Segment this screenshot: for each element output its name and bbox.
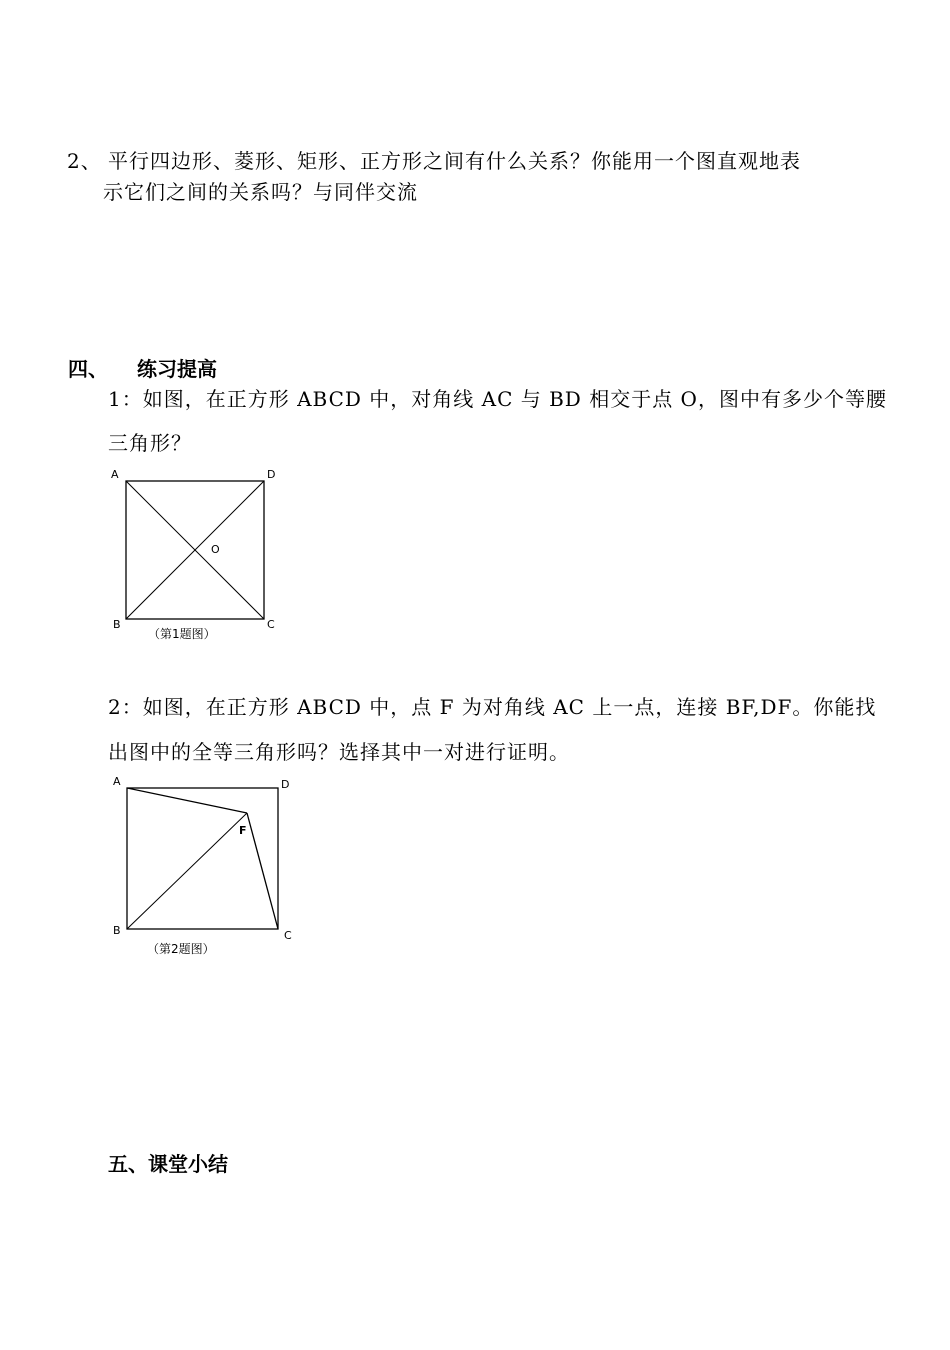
figure2-caption: （第2题图） <box>147 942 215 956</box>
figure1-label-d: D <box>267 468 276 481</box>
figure1-label-b: B <box>113 618 121 631</box>
figure1-caption: （第1题图） <box>148 627 216 641</box>
q2-text-line1: 平行四边形、菱形、矩形、正方形之间有什么关系？你能用一个图直观地表 <box>108 149 801 173</box>
section4-heading-title: 练习提高 <box>137 357 217 381</box>
figure1-label-o: O <box>211 543 220 556</box>
figure1-square-diagonals <box>100 460 290 650</box>
problem1-line1: 1：如图，在正方形 ABCD 中，对角线 AC 与 BD 相交于点 O，图中有多少个等腰 <box>108 387 887 411</box>
figure2-square-point-f <box>100 765 300 965</box>
problem2-line1: 2：如图，在正方形 ABCD 中，点 F 为对角线 AC 上一点，连接 BF,DF。你能找 <box>108 695 877 719</box>
figure2-label-b: B <box>113 924 121 937</box>
figure2-label-d: D <box>281 778 290 791</box>
figure1-label-a: A <box>111 468 119 481</box>
figure2-label-a: A <box>113 775 121 788</box>
section4-heading-number: 四、 <box>68 357 108 381</box>
problem2-line2: 出图中的全等三角形吗？选择其中一对进行证明。 <box>108 740 570 764</box>
q2-number: 2、 <box>67 149 102 173</box>
figure2-diagonal-bf <box>127 813 247 929</box>
figure2-segment-fc <box>247 813 278 929</box>
figure2-segment-af <box>127 788 247 813</box>
problem1-line2: 三角形？ <box>108 431 192 455</box>
figure1-label-c: C <box>267 618 275 631</box>
figure2-square <box>127 788 278 929</box>
q2-text-line2: 示它们之间的关系吗？与同伴交流 <box>103 180 418 204</box>
figure2-label-c: C <box>284 929 292 942</box>
figure2-label-f: F <box>239 824 247 837</box>
section5-heading: 五、课堂小结 <box>108 1152 228 1176</box>
